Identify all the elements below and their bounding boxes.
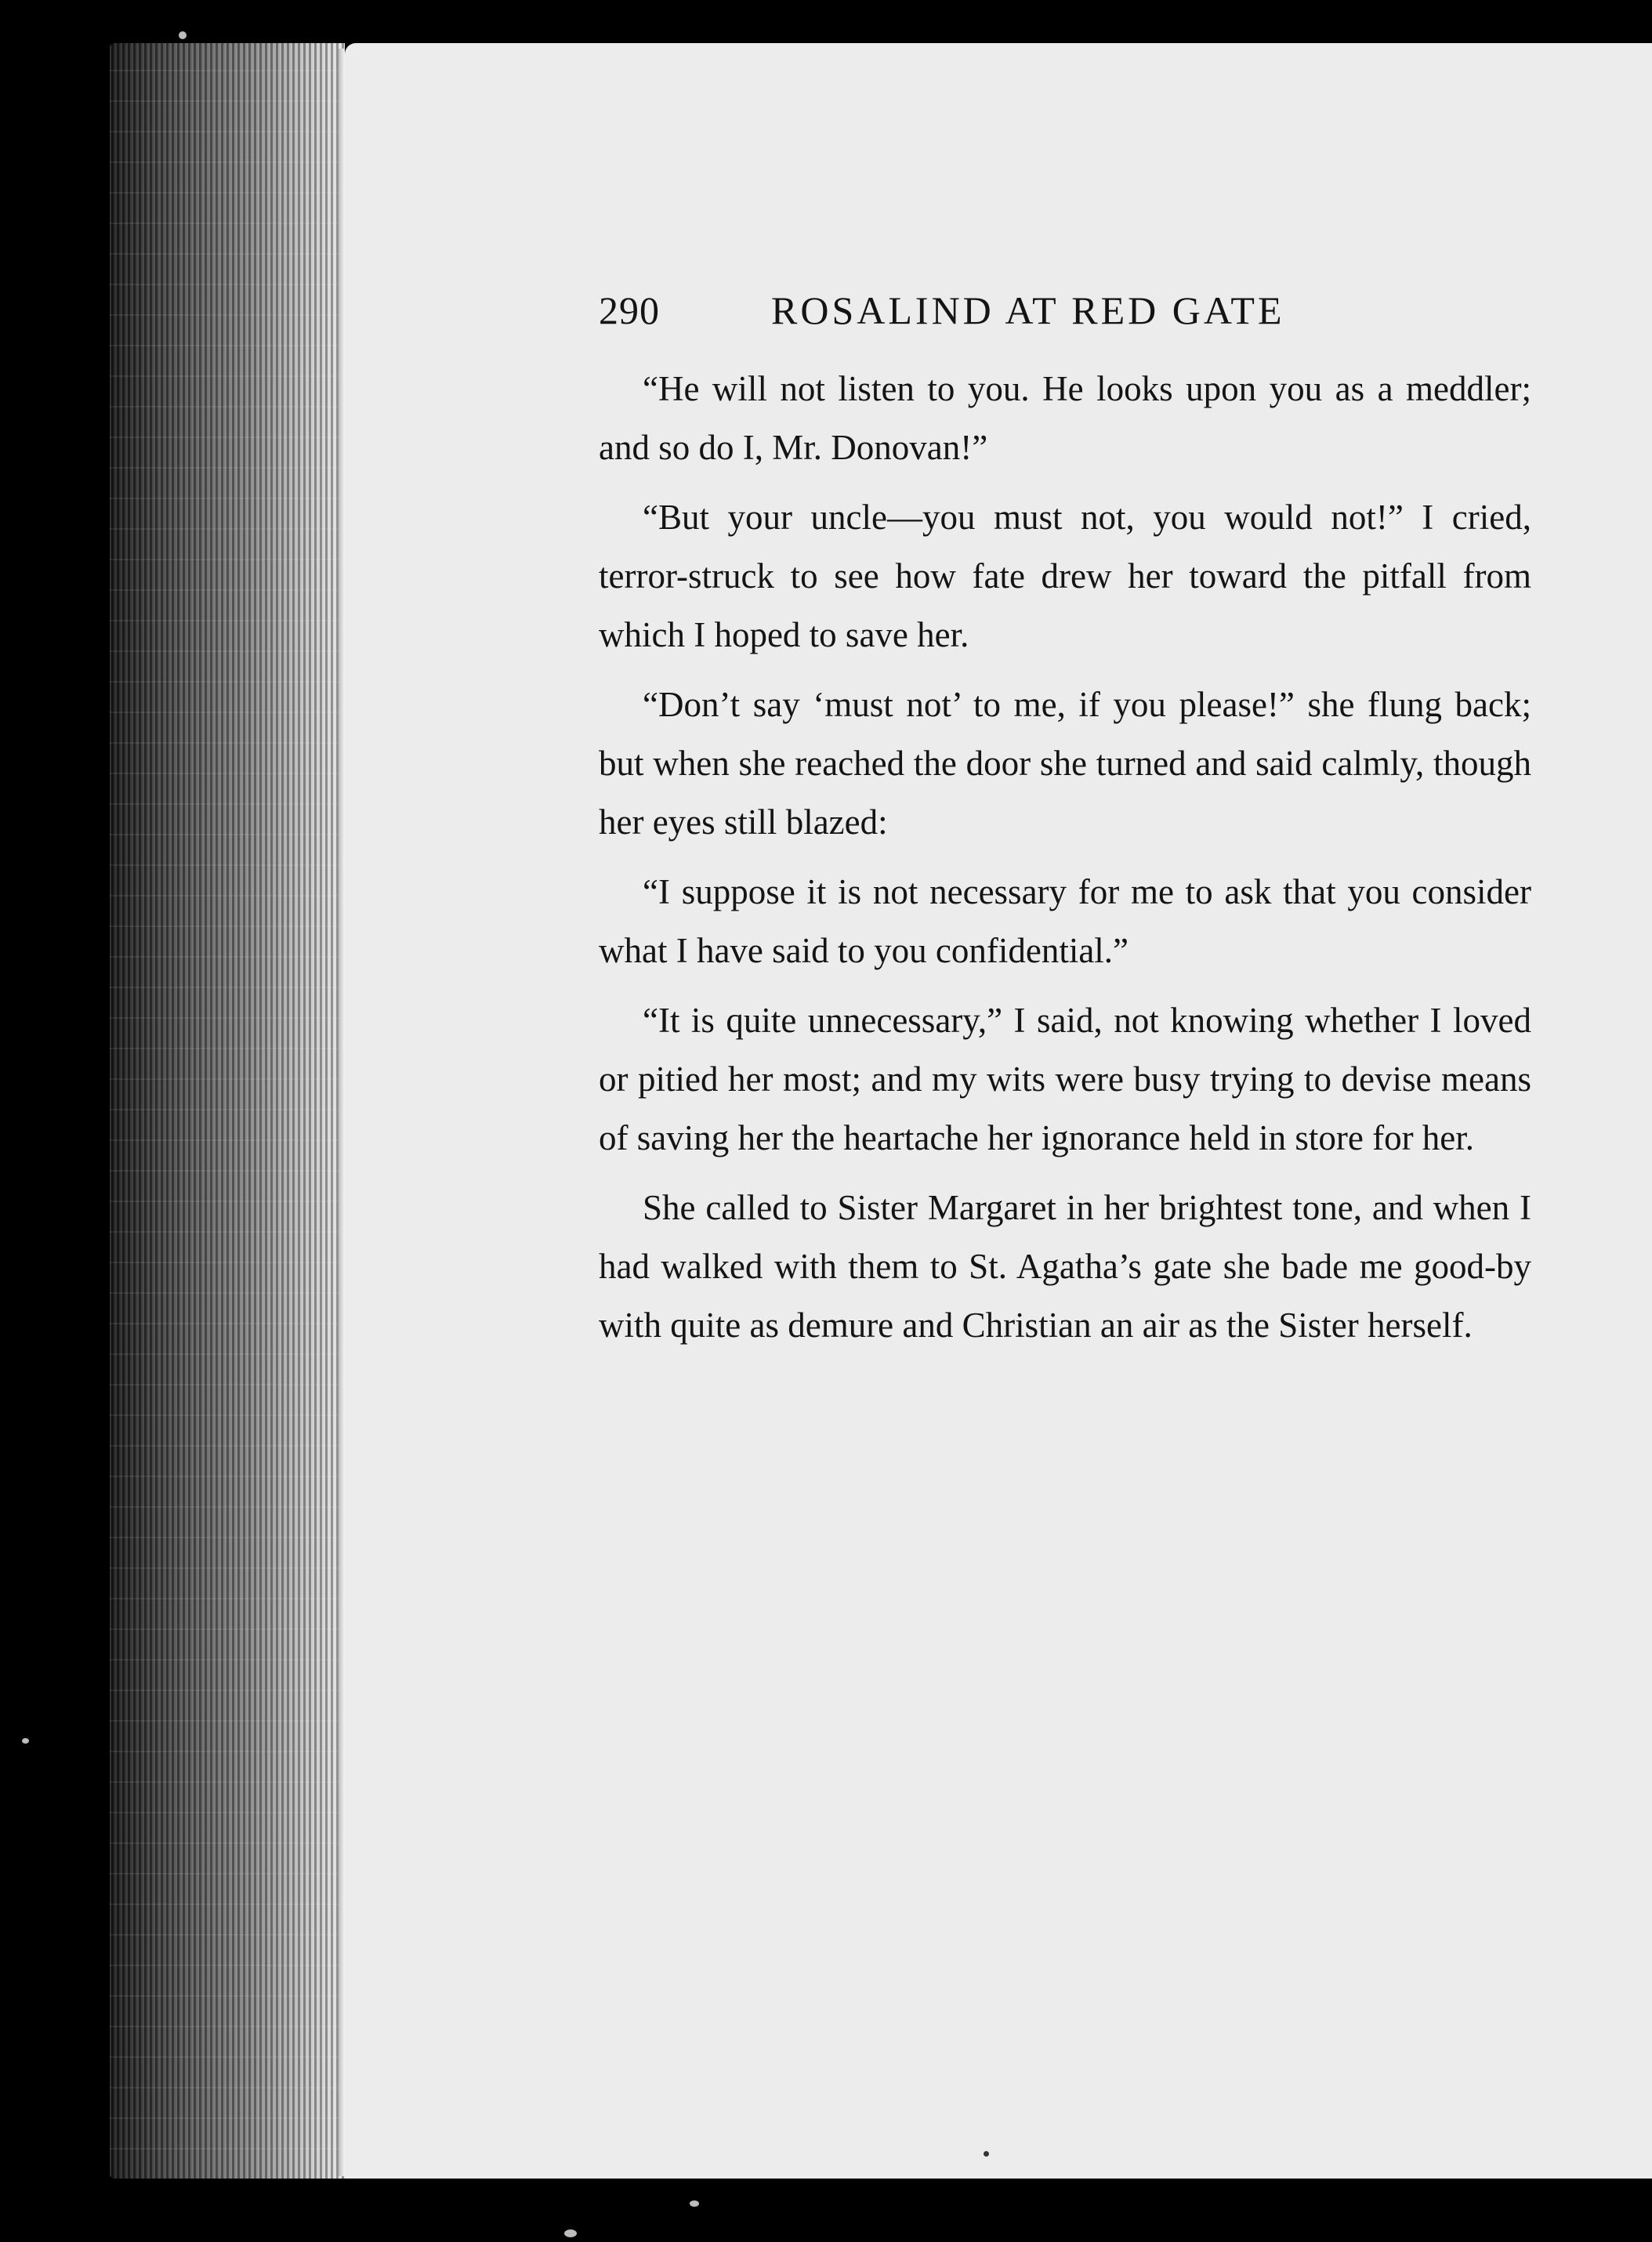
paragraph: “I suppose it is not necessary for me to ask that you consider what I have said to you confidential.” bbox=[599, 872, 1531, 970]
page-gutter bbox=[339, 49, 345, 2176]
scan-speck bbox=[690, 2200, 699, 2207]
paragraph: “It is quite unnecessary,” I said, not knowing whether I loved or pitied her most; and my wits were busy trying to devise means of saving her the heartache her ignorance held in store for her. bbox=[599, 1001, 1531, 1157]
page-number: 290 bbox=[599, 288, 660, 332]
paragraph: “He will not listen to you. He looks upon you as a meddler; and so do I, Mr. Donovan!” bbox=[599, 369, 1531, 467]
printed-page bbox=[345, 43, 1652, 2179]
running-title: ROSALIND AT RED GATE bbox=[771, 288, 1285, 332]
paragraph: “But your uncle—you must not, you would not!” I cried, terror-struck to see how fate drew her toward the pitfall from which I hoped to save her. bbox=[599, 498, 1531, 654]
book-fore-edge bbox=[110, 43, 345, 2179]
scan-speck bbox=[22, 1738, 29, 1744]
running-head bbox=[599, 288, 1531, 342]
paragraph: She called to Sister Margaret in her brightest tone, and when I had walked with them to St. Agatha’s gate she bade me good-by with quite as demure and Christian an air as the Sister herself. bbox=[599, 1188, 1531, 1345]
scan-speck bbox=[564, 2229, 577, 2237]
scan-speck bbox=[179, 31, 187, 39]
text-block bbox=[599, 288, 1531, 1366]
scan-speck bbox=[984, 2151, 989, 2157]
paragraph: “Don’t say ‘must not’ to me, if you please!” she flung back; but when she reached the door she turned and said calmly, though her eyes still blazed: bbox=[599, 685, 1531, 842]
